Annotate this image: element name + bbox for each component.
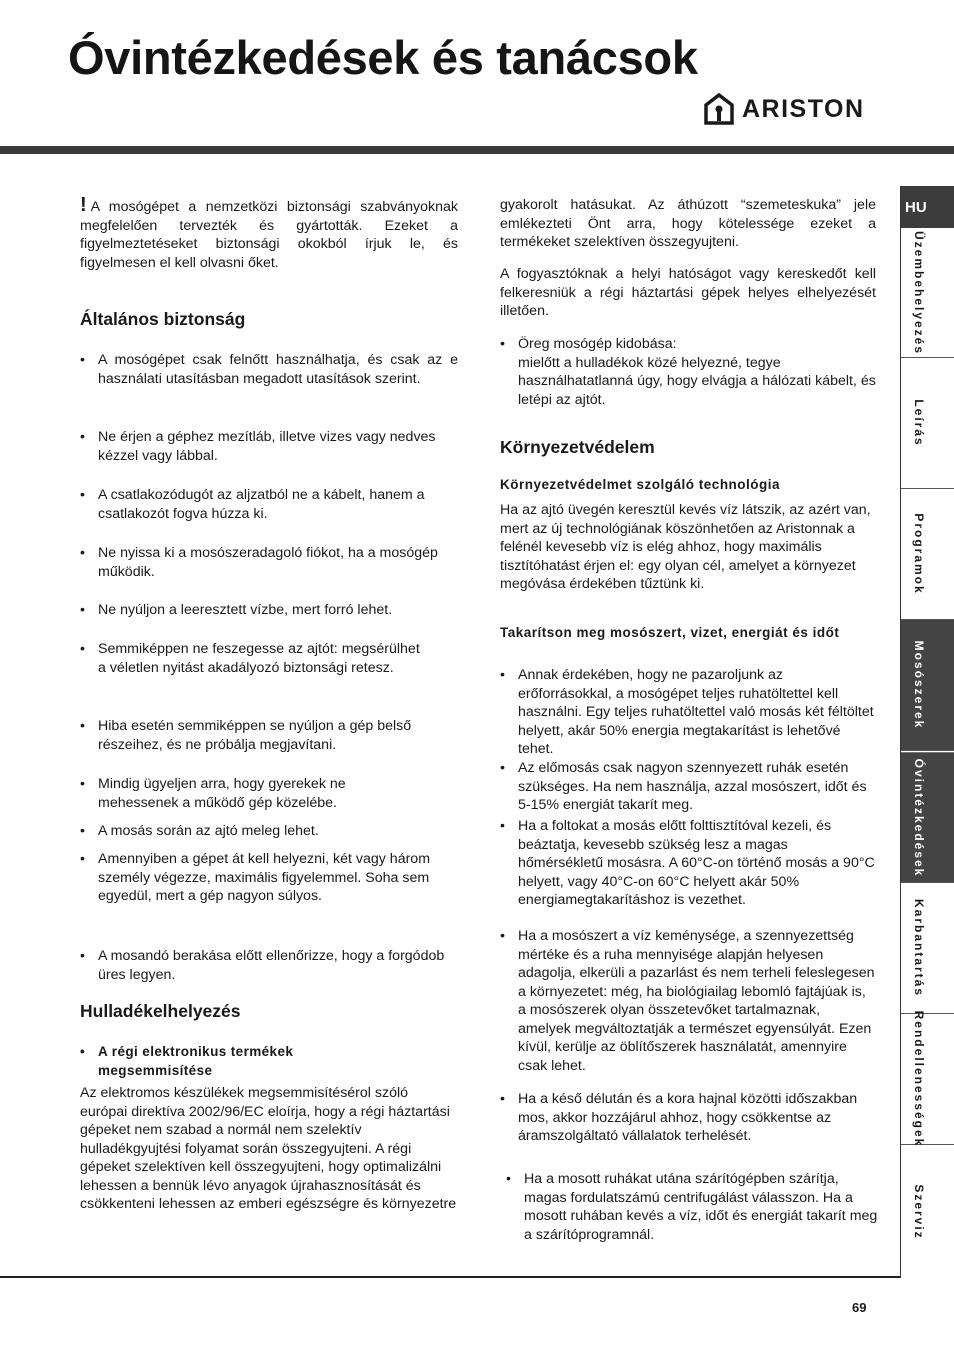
intro-paragraph <box>80 196 458 272</box>
saving-heading: Takarítson meg mosószert, vizet, energiát és időt <box>500 625 840 640</box>
tab-label: Programok <box>912 513 926 595</box>
list-item: • Ha a mosott ruhákat utána szárítógépben szárítja, magas fordulatszámú centrifugálást válasszon. Ha a mosott ruhában kevés a víz, időt és energiát takarít meg a szárítóprogramnál. <box>506 1170 882 1244</box>
consumers-paragraph: A fogyasztóknak a helyi hatóságot vagy kereskedőt kell felkeresniük a régi háztartási gépek helyes elhelyezését illetően. <box>500 266 876 319</box>
brand-logo <box>704 92 865 126</box>
brand-name: ARISTON <box>742 94 865 123</box>
list-item: • Ne nyissa ki a mosószeradagoló fiókot, ha a mosógép működik. <box>80 544 458 581</box>
tab-ovintezkedesek[interactable] <box>901 752 954 883</box>
tab-label: Üzembehelyezés <box>912 230 926 355</box>
page-title: Óvintézkedések és tanácsok <box>68 31 698 84</box>
list-item: • Ne érjen a géphez mezítláb, illetve vizes vagy nedves kézzel vagy lábbal. <box>80 428 458 465</box>
disposal-heading: Hulladékelhelyezés <box>80 1001 241 1021</box>
header-rule <box>0 146 954 154</box>
old-machine-item <box>500 335 876 409</box>
tab-leiras[interactable] <box>901 358 954 489</box>
safety-heading: Általános biztonság <box>80 309 246 329</box>
tab-uzembehelyezes[interactable] <box>901 228 954 358</box>
technology-paragraph: Ha az ajtó üvegén keresztül kevés víz látszik, az azért van, mert az új technológiának köszönhetően az Aristonnak a felénél kevesebb víz is elég ahhoz, hogy maximális tisztítóhatást érjen el: egy olyan cél, amelyet a környezet megóvása érdekében tűztünk ki. <box>500 502 871 592</box>
list-item: • A mosandó berakása előtt ellenőrizze, hogy a forgódob üres legyen. <box>80 947 458 984</box>
old-machine-title: • Öreg mosógép kidobása: <box>518 336 677 352</box>
house-logo-icon <box>704 93 734 125</box>
tab-label: Szerviz <box>912 1183 926 1240</box>
list-item: • Ha a foltokat a mosás előtt folttisztítóval kezeli, és beáztatja, kevesebb szükség lesz a magas hőmérsékletű mosásra. A 60°C-on történő mosás a 90°C helyett, vagy 40°C-on 60°C helyett akár 50% energiamegtakarításhoz is vezethet. <box>500 817 876 910</box>
tab-label: Leírás <box>912 399 926 447</box>
list-item: • Semmiképpen ne feszegesse az ajtót: megsérülhet a véletlen nyitást akadályozó biztonsági retesz. <box>80 640 420 677</box>
technology-heading: Környezetvédelmet szolgáló technológia <box>500 477 781 492</box>
old-machine-text: mielőtt a hulladékok közé helyezné, tegye használhatatlanná úgy, hogy elvágja a hálózati kábelt, és letépi az ajtót. <box>518 354 876 408</box>
list-item: • Amennyiben a gépet át kell helyezni, két vagy három személy végezze, maximális figyelemmel. Soha sem egyedül, mert a gép nagyon súlyos. <box>80 850 440 906</box>
list-item: • Ha a mosószert a víz keménysége, a szennyezettség mértéke és a ruha mennyisége alapján helyesen adagolja, elkerüli a pazarlást és nem terheli feleslegesen a környezetet: még, ha biológiailag lebomló fajtájúak is, a mosószerek olyan összetevőket tartalmaznak, amelyek megváltoztatják a természet egyensúlyát. Ezen kívül, kerülje az öblítőszerek használatát, amennyire csak lehet. <box>500 927 876 1075</box>
list-item: • A mosógépet csak felnőtt használhatja, és csak az e használati utasításban megadott utasítások szerint. <box>80 351 458 388</box>
continuation-paragraph: gyakorolt hatásukat. Az áthúzott “szemeteskuka” jele emlékezteti Önt arra, hogy kötelessége ezeket a termékeket szelektíven összegyujteni. <box>500 197 876 250</box>
tab-rendellenessegek[interactable] <box>901 1010 954 1148</box>
list-item: • Az előmosás csak nagyon szennyezett ruhák esetén szükséges. Ha nem használja, azzal mosószert, időt és 5-15% energiát takarít meg. <box>500 759 876 815</box>
tab-mososzerek[interactable] <box>901 620 954 751</box>
intro-text: A mosógépet a nemzetközi biztonsági szabványoknak megfelelően tervezték és gyártották. Ezeket a figyelmeztetéseket biztonsági okokból írjuk le, és figyelmesen el kell olvasni őket. <box>80 199 458 271</box>
tab-szerviz[interactable] <box>901 1145 954 1278</box>
tab-label: Mosószerek <box>912 640 926 730</box>
list-item: • Hiba esetén semmiképpen se nyúljon a gép belső részeihez, és ne próbálja megjavítani. <box>80 717 458 754</box>
section-sidebar <box>900 186 954 1278</box>
footer-rule <box>0 1276 900 1278</box>
disposal-paragraph: Az elektromos készülékek megsemmisítésérol szóló európai direktíva 2002/96/EC eloírja, hogy a régi háztartási gépeket nem szabad a normál nem szelektív hulladékgyujtési folyamat során összegyujteni. A régi gépeket szelektíven kell összegyujteni, hogy optimalizálni lehessen a bennük lévo anyagok újrahasznosítását és csökkenteni lehessen az emberi egészségre és környezetre <box>80 1085 457 1212</box>
tab-programok[interactable] <box>901 489 954 620</box>
list-item: • Annak érdekében, hogy ne pazaroljunk az erőforrásokkal, a mosógépet teljes ruhatöltettel kell használni. Egy teljes ruhatöltettel való mosás két féltöltet helyett, akár 50% energia megtakarítást is lehetővé tehet. <box>500 666 876 759</box>
tab-label: Karbantartás <box>912 898 926 998</box>
environment-heading: Környezetvédelem <box>500 437 655 457</box>
tab-label: Rendellenességek <box>912 1010 926 1148</box>
list-item: • Mindig ügyeljen arra, hogy gyerekek ne mehessenek a működő gép közelébe. <box>80 775 410 812</box>
disposal-subheading: • A régi elektronikus termékek megsemmisítése <box>80 1043 350 1080</box>
tab-karbantartas[interactable] <box>901 883 954 1014</box>
list-item: • Ne nyúljon a leeresztett vízbe, mert forró lehet. <box>80 601 458 620</box>
list-item: • Ha a késő délután és a kora hajnal közötti időszakban mos, akkor hozzájárul ahhoz, hogy csökkentse az áramszolgáltató vállalatok terhelését. <box>500 1090 876 1146</box>
warning-icon: ! <box>80 194 87 216</box>
list-item: • A csatlakozódugót az aljzatból ne a kábelt, hanem a csatlakozót fogva húzza ki. <box>80 486 458 523</box>
page-number: 69 <box>852 1300 867 1315</box>
language-tab[interactable]: HU <box>901 186 954 228</box>
tab-label: Óvintézkedések <box>912 758 926 877</box>
list-item: • A mosás során az ajtó meleg lehet. <box>80 822 458 841</box>
